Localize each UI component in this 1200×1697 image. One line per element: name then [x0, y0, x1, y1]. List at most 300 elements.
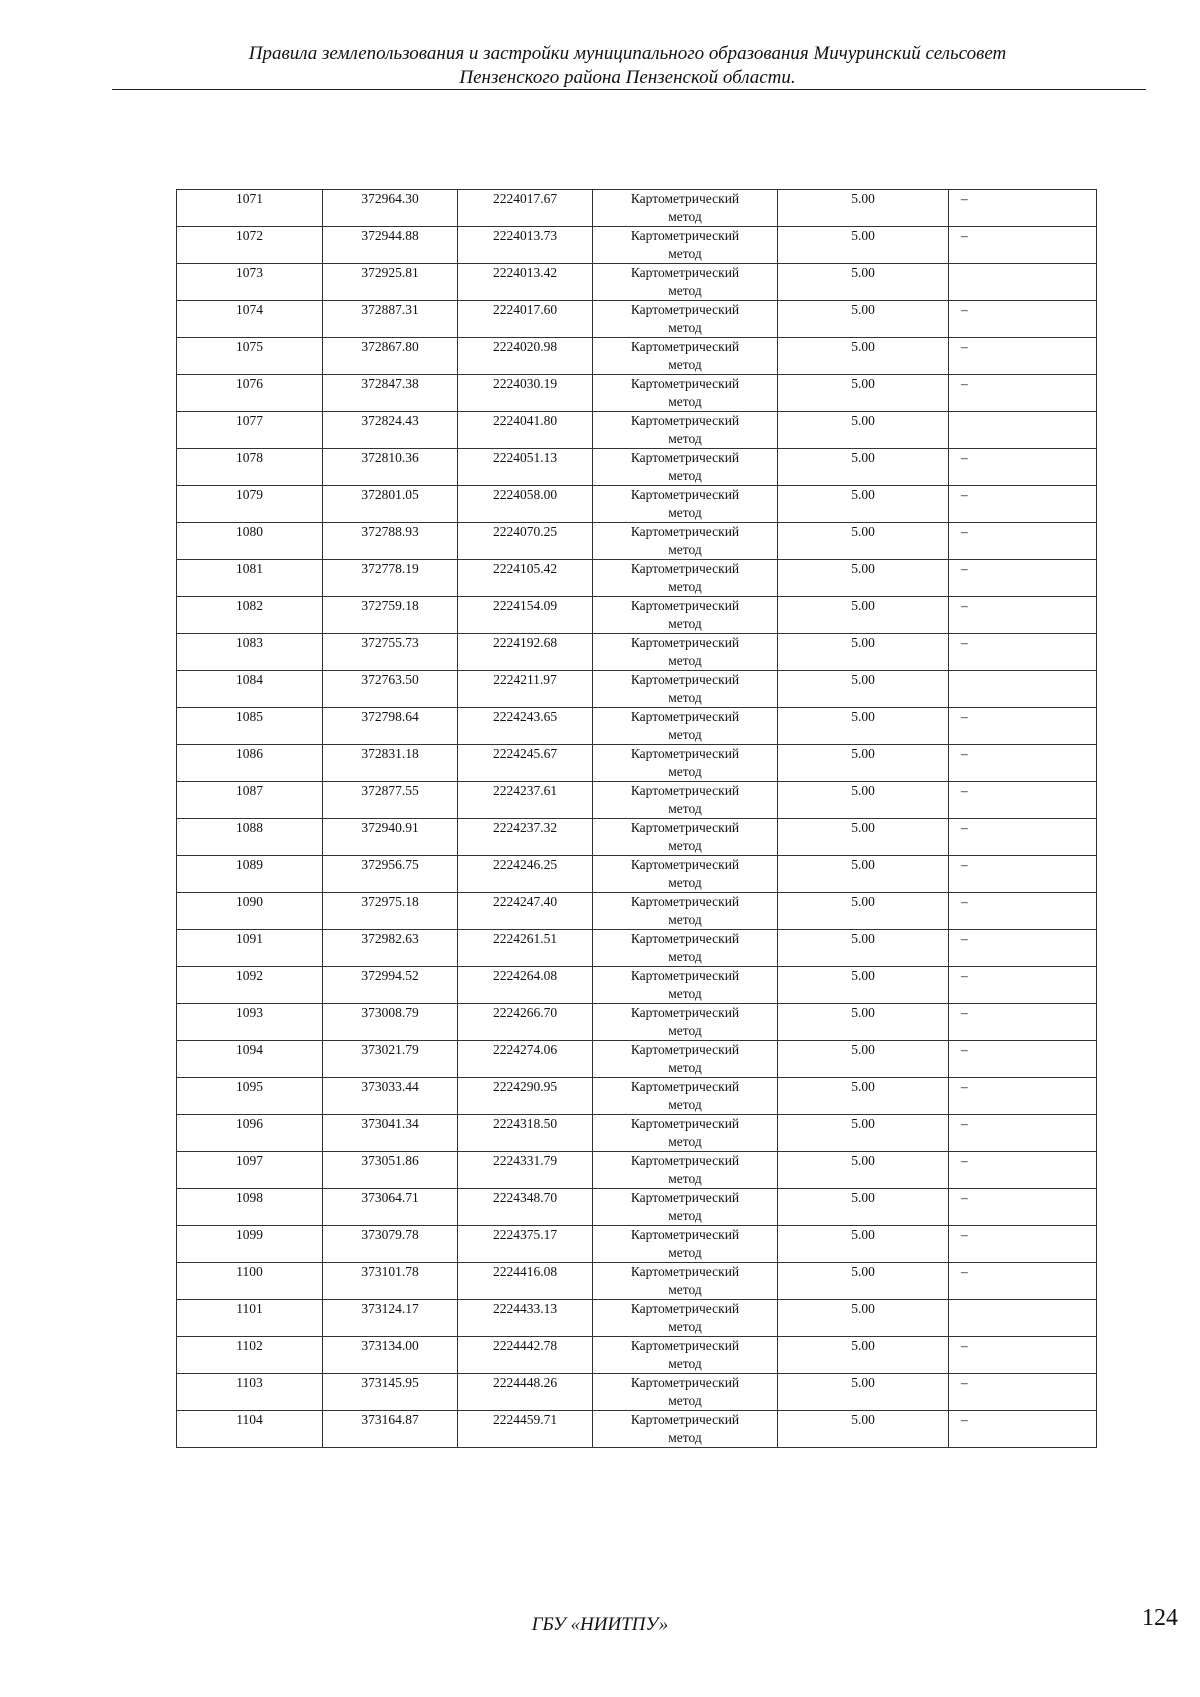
method-line-2: метод [668, 1134, 702, 1149]
method-cell [593, 560, 778, 597]
table-row [177, 1078, 1097, 1115]
method-cell [593, 745, 778, 782]
y-coordinate-cell: 2224041.80 [458, 412, 593, 449]
point-number-cell: 1075 [177, 338, 323, 375]
note-cell [949, 1300, 1097, 1337]
x-coordinate-cell: 372925.81 [323, 264, 458, 301]
y-coordinate-cell: 2224192.68 [458, 634, 593, 671]
method-line-2: метод [668, 1023, 702, 1038]
method-line-2: метод [668, 1356, 702, 1371]
table-row [177, 301, 1097, 338]
note-cell: – [949, 449, 1097, 486]
table-row [177, 930, 1097, 967]
point-number-cell: 1091 [177, 930, 323, 967]
note-cell: – [949, 634, 1097, 671]
point-number-cell: 1077 [177, 412, 323, 449]
method-line-1: Картометрический [630, 265, 740, 280]
x-coordinate-cell: 372824.43 [323, 412, 458, 449]
method-line-1: Картометрический [630, 1079, 740, 1094]
method-cell [593, 893, 778, 930]
method-line-2: метод [668, 1245, 702, 1260]
table-row [177, 708, 1097, 745]
accuracy-cell: 5.00 [778, 967, 949, 1004]
method-line-1: Картометрический [630, 339, 740, 354]
y-coordinate-cell: 2224459.71 [458, 1411, 593, 1448]
note-cell: – [949, 227, 1097, 264]
table-row [177, 227, 1097, 264]
accuracy-cell: 5.00 [778, 634, 949, 671]
point-number-cell: 1085 [177, 708, 323, 745]
x-coordinate-cell: 373064.71 [323, 1189, 458, 1226]
y-coordinate-cell: 2224017.60 [458, 301, 593, 338]
x-coordinate-cell: 372763.50 [323, 671, 458, 708]
table-row [177, 1152, 1097, 1189]
note-cell: – [949, 1263, 1097, 1300]
accuracy-cell: 5.00 [778, 1004, 949, 1041]
table-row [177, 1300, 1097, 1337]
x-coordinate-cell: 373021.79 [323, 1041, 458, 1078]
method-cell [593, 412, 778, 449]
point-number-cell: 1092 [177, 967, 323, 1004]
accuracy-cell: 5.00 [778, 486, 949, 523]
method-cell [593, 634, 778, 671]
method-cell [593, 486, 778, 523]
method-line-2: метод [668, 912, 702, 927]
note-cell: – [949, 486, 1097, 523]
y-coordinate-cell: 2224070.25 [458, 523, 593, 560]
method-line-2: метод [668, 986, 702, 1001]
method-cell [593, 597, 778, 634]
point-number-cell: 1103 [177, 1374, 323, 1411]
table-row [177, 893, 1097, 930]
table-row [177, 523, 1097, 560]
method-cell [593, 1078, 778, 1115]
method-line-1: Картометрический [630, 746, 740, 761]
point-number-cell: 1093 [177, 1004, 323, 1041]
x-coordinate-cell: 373008.79 [323, 1004, 458, 1041]
note-cell: – [949, 1115, 1097, 1152]
y-coordinate-cell: 2224247.40 [458, 893, 593, 930]
accuracy-cell: 5.00 [778, 930, 949, 967]
header-line-1: Правила землепользования и застройки муниципального образования Мичуринский сельсовет [248, 43, 1007, 64]
method-cell [593, 523, 778, 560]
x-coordinate-cell: 372798.64 [323, 708, 458, 745]
note-cell: – [949, 1337, 1097, 1374]
method-cell [593, 1300, 778, 1337]
accuracy-cell: 5.00 [778, 1300, 949, 1337]
method-line-2: метод [668, 653, 702, 668]
point-number-cell: 1101 [177, 1300, 323, 1337]
footer-organization: ГБУ «НИИТПУ» [531, 1614, 669, 1635]
point-number-cell: 1098 [177, 1189, 323, 1226]
method-line-1: Картометрический [630, 413, 740, 428]
y-coordinate-cell: 2224237.32 [458, 819, 593, 856]
method-line-1: Картометрический [630, 1116, 740, 1131]
note-cell: – [949, 930, 1097, 967]
page-number: 124 [1142, 1605, 1178, 1631]
method-line-1: Картометрический [630, 1412, 740, 1427]
method-cell [593, 1226, 778, 1263]
method-line-1: Картометрический [630, 487, 740, 502]
method-line-1: Картометрический [630, 857, 740, 872]
accuracy-cell: 5.00 [778, 708, 949, 745]
point-number-cell: 1076 [177, 375, 323, 412]
method-line-1: Картометрический [630, 672, 740, 687]
x-coordinate-cell: 372759.18 [323, 597, 458, 634]
table-row [177, 597, 1097, 634]
y-coordinate-cell: 2224274.06 [458, 1041, 593, 1078]
document-header [110, 42, 1145, 90]
x-coordinate-cell: 372887.31 [323, 301, 458, 338]
point-number-cell: 1095 [177, 1078, 323, 1115]
x-coordinate-cell: 372801.05 [323, 486, 458, 523]
note-cell: – [949, 782, 1097, 819]
method-cell [593, 856, 778, 893]
y-coordinate-cell: 2224211.97 [458, 671, 593, 708]
method-line-2: метод [668, 727, 702, 742]
method-line-1: Картометрический [630, 968, 740, 983]
x-coordinate-cell: 373124.17 [323, 1300, 458, 1337]
y-coordinate-cell: 2224154.09 [458, 597, 593, 634]
accuracy-cell: 5.00 [778, 338, 949, 375]
y-coordinate-cell: 2224261.51 [458, 930, 593, 967]
accuracy-cell: 5.00 [778, 375, 949, 412]
note-cell [949, 671, 1097, 708]
method-line-2: метод [668, 209, 702, 224]
point-number-cell: 1097 [177, 1152, 323, 1189]
note-cell: – [949, 745, 1097, 782]
y-coordinate-cell: 2224264.08 [458, 967, 593, 1004]
x-coordinate-cell: 373079.78 [323, 1226, 458, 1263]
note-cell: – [949, 1374, 1097, 1411]
accuracy-cell: 5.00 [778, 1263, 949, 1300]
note-cell: – [949, 1078, 1097, 1115]
method-line-1: Картометрический [630, 1042, 740, 1057]
note-cell: – [949, 523, 1097, 560]
method-line-2: метод [668, 1393, 702, 1408]
method-line-2: метод [668, 1282, 702, 1297]
y-coordinate-cell: 2224375.17 [458, 1226, 593, 1263]
method-cell [593, 1189, 778, 1226]
method-line-2: метод [668, 1319, 702, 1334]
note-cell: – [949, 1189, 1097, 1226]
point-number-cell: 1094 [177, 1041, 323, 1078]
y-coordinate-cell: 2224020.98 [458, 338, 593, 375]
method-line-2: метод [668, 690, 702, 705]
method-line-2: метод [668, 579, 702, 594]
method-cell [593, 819, 778, 856]
table-row [177, 671, 1097, 708]
accuracy-cell: 5.00 [778, 560, 949, 597]
method-cell [593, 930, 778, 967]
coordinates-table-wrapper [176, 189, 1097, 1448]
note-cell: – [949, 1041, 1097, 1078]
note-cell: – [949, 708, 1097, 745]
accuracy-cell: 5.00 [778, 782, 949, 819]
y-coordinate-cell: 2224105.42 [458, 560, 593, 597]
note-cell: – [949, 190, 1097, 227]
table-row [177, 264, 1097, 301]
method-line-1: Картометрический [630, 1375, 740, 1390]
note-cell [949, 264, 1097, 301]
method-line-1: Картометрический [630, 191, 740, 206]
x-coordinate-cell: 372831.18 [323, 745, 458, 782]
method-line-1: Картометрический [630, 450, 740, 465]
table-row [177, 190, 1097, 227]
method-cell [593, 967, 778, 1004]
y-coordinate-cell: 2224245.67 [458, 745, 593, 782]
table-row [177, 338, 1097, 375]
x-coordinate-cell: 373134.00 [323, 1337, 458, 1374]
table-row [177, 782, 1097, 819]
y-coordinate-cell: 2224266.70 [458, 1004, 593, 1041]
method-cell [593, 190, 778, 227]
y-coordinate-cell: 2224416.08 [458, 1263, 593, 1300]
accuracy-cell: 5.00 [778, 1078, 949, 1115]
accuracy-cell: 5.00 [778, 523, 949, 560]
x-coordinate-cell: 373101.78 [323, 1263, 458, 1300]
accuracy-cell: 5.00 [778, 1189, 949, 1226]
accuracy-cell: 5.00 [778, 745, 949, 782]
method-cell [593, 227, 778, 264]
accuracy-cell: 5.00 [778, 1337, 949, 1374]
method-line-1: Картометрический [630, 783, 740, 798]
point-number-cell: 1096 [177, 1115, 323, 1152]
y-coordinate-cell: 2224051.13 [458, 449, 593, 486]
accuracy-cell: 5.00 [778, 227, 949, 264]
x-coordinate-cell: 372956.75 [323, 856, 458, 893]
table-row [177, 412, 1097, 449]
note-cell: – [949, 967, 1097, 1004]
y-coordinate-cell: 2224442.78 [458, 1337, 593, 1374]
table-row [177, 745, 1097, 782]
table-row [177, 449, 1097, 486]
note-cell: – [949, 1226, 1097, 1263]
point-number-cell: 1088 [177, 819, 323, 856]
x-coordinate-cell: 372964.30 [323, 190, 458, 227]
method-line-2: метод [668, 283, 702, 298]
accuracy-cell: 5.00 [778, 412, 949, 449]
method-cell [593, 671, 778, 708]
table-row [177, 856, 1097, 893]
table-row [177, 1374, 1097, 1411]
method-cell [593, 264, 778, 301]
x-coordinate-cell: 373164.87 [323, 1411, 458, 1448]
table-row [177, 967, 1097, 1004]
note-cell: – [949, 819, 1097, 856]
y-coordinate-cell: 2224017.67 [458, 190, 593, 227]
method-line-2: метод [668, 838, 702, 853]
method-line-1: Картометрический [630, 1153, 740, 1168]
y-coordinate-cell: 2224013.73 [458, 227, 593, 264]
accuracy-cell: 5.00 [778, 264, 949, 301]
note-cell: – [949, 856, 1097, 893]
method-cell [593, 449, 778, 486]
method-line-2: метод [668, 357, 702, 372]
method-line-1: Картометрический [630, 302, 740, 317]
method-line-2: метод [668, 875, 702, 890]
method-line-2: метод [668, 764, 702, 779]
point-number-cell: 1104 [177, 1411, 323, 1448]
method-line-1: Картометрический [630, 1264, 740, 1279]
table-row [177, 634, 1097, 671]
method-cell [593, 338, 778, 375]
method-line-1: Картометрический [630, 228, 740, 243]
method-cell [593, 1374, 778, 1411]
method-line-1: Картометрический [630, 1005, 740, 1020]
note-cell: – [949, 375, 1097, 412]
accuracy-cell: 5.00 [778, 1226, 949, 1263]
method-line-1: Картометрический [630, 1338, 740, 1353]
table-row [177, 1004, 1097, 1041]
x-coordinate-cell: 372810.36 [323, 449, 458, 486]
y-coordinate-cell: 2224448.26 [458, 1374, 593, 1411]
method-line-1: Картометрический [630, 561, 740, 576]
x-coordinate-cell: 372867.80 [323, 338, 458, 375]
x-coordinate-cell: 372982.63 [323, 930, 458, 967]
method-cell [593, 708, 778, 745]
method-line-2: метод [668, 468, 702, 483]
method-cell [593, 1004, 778, 1041]
point-number-cell: 1071 [177, 190, 323, 227]
table-row [177, 1041, 1097, 1078]
accuracy-cell: 5.00 [778, 449, 949, 486]
coordinates-table [176, 189, 1097, 1448]
table-row [177, 1189, 1097, 1226]
y-coordinate-cell: 2224331.79 [458, 1152, 593, 1189]
note-cell: – [949, 597, 1097, 634]
x-coordinate-cell: 372877.55 [323, 782, 458, 819]
accuracy-cell: 5.00 [778, 893, 949, 930]
point-number-cell: 1073 [177, 264, 323, 301]
method-line-2: метод [668, 431, 702, 446]
accuracy-cell: 5.00 [778, 819, 949, 856]
method-cell [593, 1337, 778, 1374]
method-cell [593, 1041, 778, 1078]
note-cell: – [949, 338, 1097, 375]
method-line-2: метод [668, 801, 702, 816]
table-row [177, 1337, 1097, 1374]
y-coordinate-cell: 2224433.13 [458, 1300, 593, 1337]
y-coordinate-cell: 2224348.70 [458, 1189, 593, 1226]
method-line-2: метод [668, 505, 702, 520]
point-number-cell: 1081 [177, 560, 323, 597]
y-coordinate-cell: 2224246.25 [458, 856, 593, 893]
table-row [177, 1226, 1097, 1263]
point-number-cell: 1079 [177, 486, 323, 523]
y-coordinate-cell: 2224243.65 [458, 708, 593, 745]
method-line-2: метод [668, 1060, 702, 1075]
point-number-cell: 1072 [177, 227, 323, 264]
point-number-cell: 1084 [177, 671, 323, 708]
point-number-cell: 1074 [177, 301, 323, 338]
note-cell: – [949, 1152, 1097, 1189]
y-coordinate-cell: 2224058.00 [458, 486, 593, 523]
table-row [177, 560, 1097, 597]
x-coordinate-cell: 373145.95 [323, 1374, 458, 1411]
method-line-1: Картометрический [630, 931, 740, 946]
point-number-cell: 1080 [177, 523, 323, 560]
table-row [177, 1411, 1097, 1448]
method-line-2: метод [668, 1097, 702, 1112]
x-coordinate-cell: 372778.19 [323, 560, 458, 597]
x-coordinate-cell: 372994.52 [323, 967, 458, 1004]
method-line-1: Картометрический [630, 709, 740, 724]
header-line-2: Пензенского района Пензенской области. [459, 67, 796, 88]
method-cell [593, 1152, 778, 1189]
y-coordinate-cell: 2224290.95 [458, 1078, 593, 1115]
method-cell [593, 1411, 778, 1448]
method-cell [593, 1115, 778, 1152]
y-coordinate-cell: 2224318.50 [458, 1115, 593, 1152]
method-line-2: метод [668, 1430, 702, 1445]
accuracy-cell: 5.00 [778, 1374, 949, 1411]
header-rule [112, 89, 1146, 90]
method-cell [593, 1263, 778, 1300]
point-number-cell: 1090 [177, 893, 323, 930]
accuracy-cell: 5.00 [778, 671, 949, 708]
note-cell: – [949, 1411, 1097, 1448]
accuracy-cell: 5.00 [778, 301, 949, 338]
note-cell: – [949, 1004, 1097, 1041]
x-coordinate-cell: 372847.38 [323, 375, 458, 412]
note-cell: – [949, 301, 1097, 338]
method-line-1: Картометрический [630, 1301, 740, 1316]
method-line-1: Картометрический [630, 1227, 740, 1242]
method-line-2: метод [668, 1208, 702, 1223]
x-coordinate-cell: 373051.86 [323, 1152, 458, 1189]
note-cell: – [949, 893, 1097, 930]
point-number-cell: 1083 [177, 634, 323, 671]
method-line-1: Картометрический [630, 635, 740, 650]
note-cell [949, 412, 1097, 449]
x-coordinate-cell: 373041.34 [323, 1115, 458, 1152]
point-number-cell: 1087 [177, 782, 323, 819]
method-line-1: Картометрический [630, 894, 740, 909]
x-coordinate-cell: 372975.18 [323, 893, 458, 930]
method-line-2: метод [668, 320, 702, 335]
x-coordinate-cell: 372940.91 [323, 819, 458, 856]
table-row [177, 375, 1097, 412]
table-row [177, 486, 1097, 523]
method-line-1: Картометрический [630, 524, 740, 539]
x-coordinate-cell: 372944.88 [323, 227, 458, 264]
x-coordinate-cell: 372788.93 [323, 523, 458, 560]
point-number-cell: 1086 [177, 745, 323, 782]
point-number-cell: 1102 [177, 1337, 323, 1374]
y-coordinate-cell: 2224030.19 [458, 375, 593, 412]
y-coordinate-cell: 2224013.42 [458, 264, 593, 301]
method-line-1: Картометрический [630, 1190, 740, 1205]
coordinates-table-body [177, 190, 1097, 1448]
method-line-1: Картометрический [630, 598, 740, 613]
table-row [177, 1115, 1097, 1152]
point-number-cell: 1089 [177, 856, 323, 893]
note-cell: – [949, 560, 1097, 597]
point-number-cell: 1082 [177, 597, 323, 634]
accuracy-cell: 5.00 [778, 597, 949, 634]
accuracy-cell: 5.00 [778, 1152, 949, 1189]
x-coordinate-cell: 372755.73 [323, 634, 458, 671]
method-line-2: метод [668, 1171, 702, 1186]
accuracy-cell: 5.00 [778, 1411, 949, 1448]
accuracy-cell: 5.00 [778, 190, 949, 227]
method-cell [593, 782, 778, 819]
y-coordinate-cell: 2224237.61 [458, 782, 593, 819]
method-cell [593, 375, 778, 412]
accuracy-cell: 5.00 [778, 1041, 949, 1078]
point-number-cell: 1078 [177, 449, 323, 486]
